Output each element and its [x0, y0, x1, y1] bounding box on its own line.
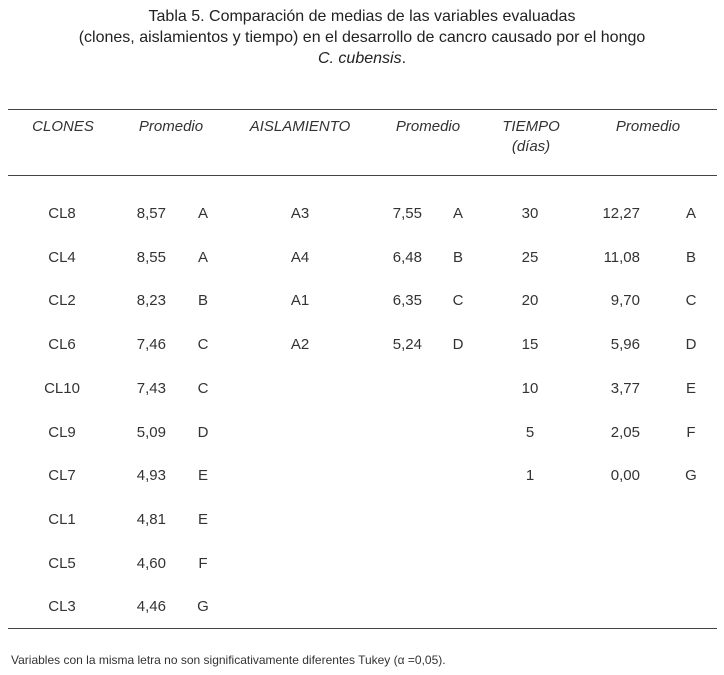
clon-letra: A — [197, 249, 208, 266]
aislamiento-letra: C — [452, 292, 464, 309]
tiempo-letra: B — [685, 249, 696, 266]
tiempo-promedio: 11,08 — [603, 249, 640, 266]
clon-promedio: 8,57 — [136, 205, 166, 222]
header-tiempo-line2: (días) — [511, 138, 551, 155]
clon-name: CL10 — [44, 380, 80, 397]
tiempo-letra: A — [685, 205, 696, 222]
aislamiento-promedio: 6,48 — [392, 249, 422, 266]
clon-letra: F — [198, 555, 208, 572]
tiempo-promedio: 9,70 — [610, 292, 640, 309]
clon-promedio: 8,23 — [136, 292, 166, 309]
tiempo-value: 25 — [521, 249, 539, 266]
clon-name: CL5 — [48, 555, 76, 572]
clon-promedio: 5,09 — [136, 424, 166, 441]
tiempo-value: 5 — [525, 424, 535, 441]
header-aislamiento: AISLAMIENTO — [249, 118, 351, 135]
clon-letra: B — [197, 292, 208, 309]
caption-line-3 — [0, 48, 724, 69]
header-tiempo — [486, 117, 576, 157]
tiempo-letra: D — [685, 336, 697, 353]
tiempo-promedio: 3,77 — [610, 380, 640, 397]
caption-species: C. cubensis — [317, 50, 402, 67]
header-tiempo-line1: TIEMPO — [502, 118, 560, 135]
clon-letra: E — [197, 511, 208, 528]
aislamiento-letra: D — [452, 336, 464, 353]
aislamiento-promedio: 5,24 — [392, 336, 422, 353]
table-caption — [0, 6, 724, 69]
clon-name: CL2 — [48, 292, 76, 309]
tiempo-letra: C — [685, 292, 697, 309]
aislamiento-name: A4 — [290, 249, 310, 266]
aislamiento-promedio: 7,55 — [392, 205, 422, 222]
clon-letra: G — [197, 598, 209, 615]
clon-name: CL7 — [48, 467, 76, 484]
clon-promedio: 4,60 — [136, 555, 166, 572]
clon-name: CL1 — [48, 511, 76, 528]
tiempo-value: 30 — [521, 205, 539, 222]
clon-name: CL9 — [48, 424, 76, 441]
bottom-rule — [8, 628, 717, 629]
tiempo-letra: G — [685, 467, 697, 484]
clon-promedio: 8,55 — [136, 249, 166, 266]
aislamiento-letra: A — [452, 205, 463, 222]
header-promedio-clones: Promedio — [138, 118, 204, 135]
clon-letra: D — [197, 424, 209, 441]
clon-name: CL6 — [48, 336, 76, 353]
clon-name: CL8 — [48, 205, 76, 222]
caption-period: . — [401, 50, 407, 67]
caption-line-2: (clones, aislamientos y tiempo) en el desarrollo de cancro causado por el hongo — [78, 29, 646, 46]
clon-name: CL4 — [48, 249, 76, 266]
clon-name: CL3 — [48, 598, 76, 615]
aislamiento-name: A3 — [290, 205, 310, 222]
clon-letra: E — [197, 467, 208, 484]
table-footnote: Variables con la misma letra no son significativamente diferentes Tukey (α =0,05). — [11, 653, 446, 667]
tiempo-value: 20 — [521, 292, 539, 309]
clon-promedio: 7,46 — [136, 336, 166, 353]
clon-promedio: 7,43 — [136, 380, 166, 397]
clon-promedio: 4,46 — [136, 598, 166, 615]
clon-promedio: 4,93 — [136, 467, 166, 484]
header-promedio-aislamiento: Promedio — [395, 118, 461, 135]
tiempo-value: 1 — [525, 467, 535, 484]
header-clones: CLONES — [32, 118, 94, 135]
aislamiento-letra: B — [452, 249, 463, 266]
header-promedio-tiempo: Promedio — [615, 118, 681, 135]
header-rule — [8, 175, 717, 176]
aislamiento-promedio: 6,35 — [392, 292, 422, 309]
tiempo-promedio: 12,27 — [602, 205, 640, 222]
clon-letra: C — [197, 336, 209, 353]
tiempo-value: 10 — [521, 380, 539, 397]
tiempo-value: 15 — [521, 336, 539, 353]
caption-line-1: Tabla 5. Comparación de medias de las variables evaluadas — [148, 8, 576, 25]
tiempo-promedio: 2,05 — [610, 424, 640, 441]
tiempo-letra: E — [685, 380, 696, 397]
clon-letra: A — [197, 205, 208, 222]
top-rule — [8, 109, 717, 110]
aislamiento-name: A1 — [290, 292, 310, 309]
clon-promedio: 4,81 — [136, 511, 166, 528]
tiempo-promedio: 5,96 — [610, 336, 640, 353]
aislamiento-name: A2 — [290, 336, 310, 353]
tiempo-promedio: 0,00 — [610, 467, 640, 484]
clon-letra: C — [197, 380, 209, 397]
tiempo-letra: F — [686, 424, 696, 441]
